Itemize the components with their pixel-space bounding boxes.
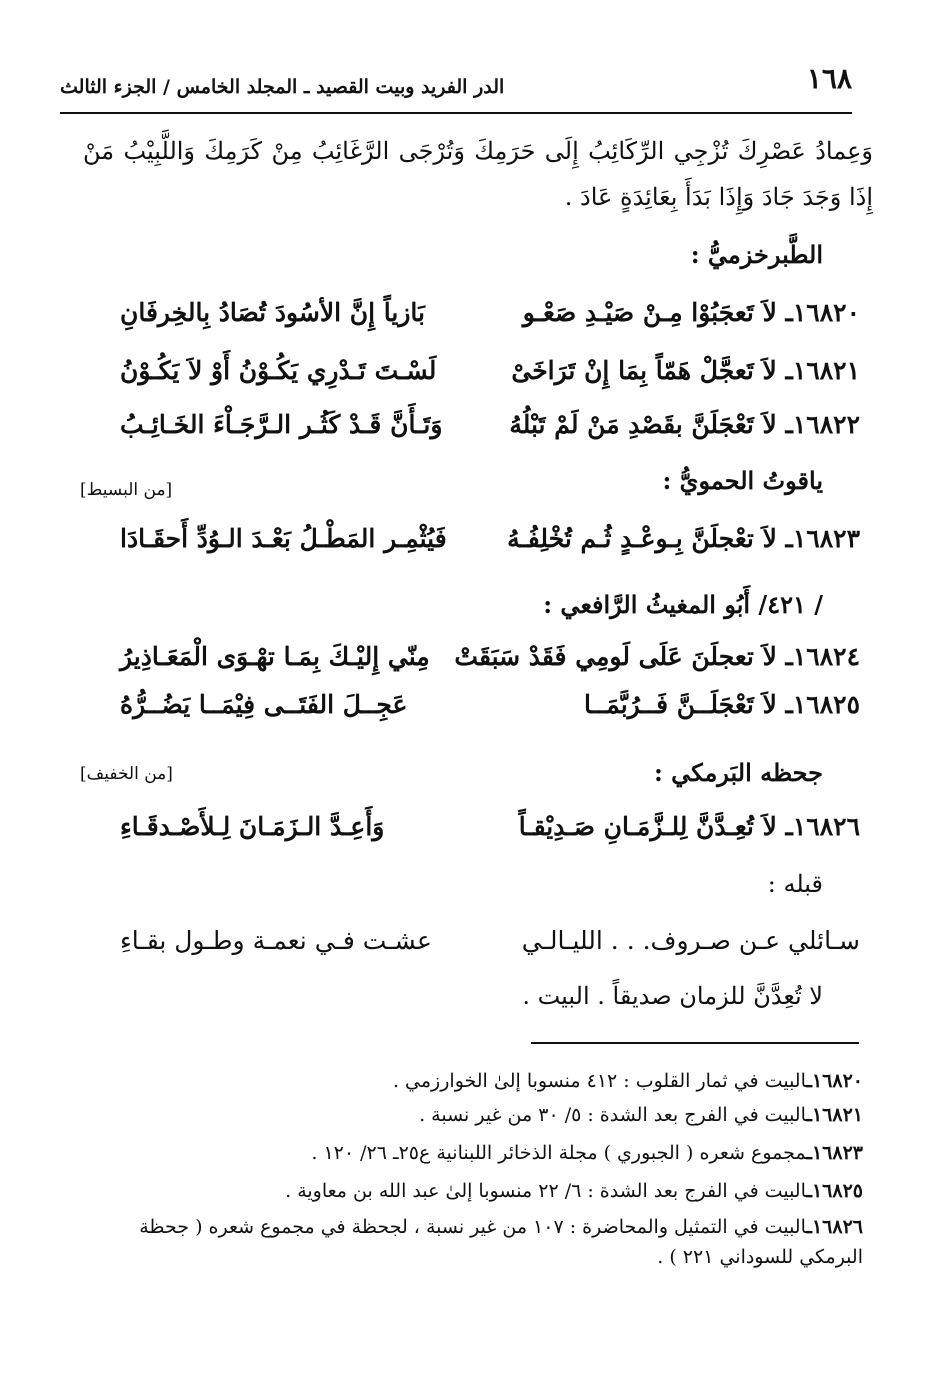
running-title: الدر الفريد وبيت القصيد ـ المجلد الخامس / الجزء الثالث — [60, 76, 505, 98]
verse-16822 — [80, 410, 860, 454]
intro-text: وَعِمادُ عَصْرِكَ تُزْجِي الرِّكَائِبُ إِلَى حَرَمِكَ وَتُرْجَى الرَّغَائِبُ مِنْ كَرَمِكَ وَاللَّبِيْبُ مَنْ إِذَا وَجَدَ جَادَ وَإِذَا بَدَأَ بِعَائِدَةٍ عَادَ . — [83, 137, 873, 211]
verse-first-hemistich: سـائلي عـن صـروف. . . الليـالـي — [521, 926, 860, 955]
before-label: قبله : — [767, 870, 823, 898]
verse-16824 — [80, 642, 860, 686]
verse-16826 — [80, 812, 860, 856]
footnote-number: ١٦٨٢٣ـ — [806, 1142, 863, 1164]
verse-16823 — [80, 524, 860, 568]
meter-label: [من البسيط] — [80, 480, 173, 500]
footnote-number: ١٦٨٢٠ـ — [806, 1070, 863, 1092]
verse-second-hemistich: عَجِــلَ الفَتَــى فِيْمَــا يَضُــرُّهُ — [120, 690, 408, 719]
poet-heading-yaqut: ياقوتُ الحمويُّ : — [662, 466, 823, 495]
preceding-verse — [80, 926, 860, 970]
verse-first-hemistich: ١٦٨٢٣ـ لاَ تعْجلَنَّ بِـوعْـدٍ ثُـم تُخْلِفُـهُ — [507, 524, 860, 553]
verse-first-hemistich: ١٦٨٢٠ـ لاَ تَعجَبُوْا مِـنْ صَيْـدِ صَعْـو — [522, 298, 860, 327]
verse-second-hemistich: مِنّي إِليْـكَ بِمَـا تهْـوَى الْمَعَـاذِيرُ — [120, 642, 430, 671]
footnote-text: البيت في التمثيل والمحاضرة : ١٠٧ من غير نسبة ، لجحظة في مجموع شعره ( جحظة البرمكي للسوداني ٢٢١ ) . — [139, 1216, 863, 1268]
footnote-number: ١٦٨٢٦ـ — [806, 1216, 863, 1238]
poet-heading-tabarkhazmi: الطَّبرخزميُّ : — [690, 240, 823, 269]
verse-16825 — [80, 690, 860, 734]
poet-heading-abu-al-mughith: / ٤٢١/ أَبُو المغيثُ الرَّافعي : — [543, 590, 823, 619]
closing-line: لا تُعِدَّنَّ للزمان صديقاً . البيت . — [522, 982, 823, 1010]
verse-first-hemistich: ١٦٨٢٢ـ لاَ تَعْجَلَنَّ بقَصْدِ مَنْ لَمْ تَبْلُهُ — [509, 410, 860, 439]
verse-second-hemistich: فَيُثْمِـر المَطْـلُ بَعْـدَ الـوُدِّ أَحقَـادَا — [120, 524, 447, 553]
verse-second-hemistich: بَازياً إِنَّ الأسُودَ تُصَادُ بِالخِرفَانِ — [120, 298, 425, 327]
footnote — [88, 1176, 863, 1206]
footnote-text: البيت في الفرج بعد الشدة : ٦/ ٢٢ منسوبا إلىٰ عبد الله بن معاوية . — [285, 1180, 807, 1202]
footnote-text: البيت في ثمار القلوب : ٤١٢ منسوبا إلىٰ الخوارزمي . — [392, 1070, 807, 1092]
poet-heading-jahza: جحظه البَرمكي : — [653, 758, 823, 787]
verse-first-hemistich: ١٦٨٢١ـ لاَ تَعجَّلْ هَمّاً بِمَا إِنْ تَرَاخَىْ — [511, 356, 860, 385]
page-number: ١٦٨ — [806, 62, 852, 95]
footnote-number: ١٦٨٢١ـ — [806, 1104, 863, 1126]
verse-first-hemistich: ١٦٨٢٥ـ لاَ تَعْجَلَــنَّ فَــرُبَّمَــا — [583, 690, 860, 719]
verse-second-hemistich: وَتَـأَنَّ قَـدْ كَثُـر الـرَّجَـاْءَ الخَـائِـبُ — [120, 410, 443, 439]
footnote — [88, 1100, 863, 1130]
footnote — [88, 1066, 863, 1096]
verse-second-hemistich: عشـت فـي نعمـة وطـول بقـاءِ — [120, 926, 432, 955]
footnote — [88, 1138, 863, 1168]
header-rule — [60, 112, 852, 114]
verse-16820 — [80, 298, 860, 342]
verse-16821 — [80, 356, 860, 400]
footnote-rule — [531, 1042, 859, 1044]
verse-first-hemistich: ١٦٨٢٤ـ لاَ تعجلَنَ عَلَى لَومِي فَقَدْ سَبَقَتْ — [454, 642, 860, 671]
verse-second-hemistich: وَأَعِـدَّ الـزَمَـانَ لِـلأَصْـدقَـاءِ — [120, 812, 385, 841]
footnote — [88, 1212, 863, 1272]
verse-second-hemistich: لَسْـتَ تَـدْرِي يَكُـوْنُ أَوْ لاَ يَكُـوْنُ — [120, 356, 437, 385]
meter-label: [من الخفيف] — [80, 764, 173, 784]
verse-first-hemistich: ١٦٨٢٦ـ لاَ تُعِـدَّنَّ لِلـزَّمَـانِ صَـدِيْقـاً — [518, 812, 860, 841]
footnote-text: البيت في الفرج بعد الشدة : ٥/ ٣٠ من غير نسبة . — [419, 1104, 807, 1126]
footnote-number: ١٦٨٢٥ـ — [806, 1180, 863, 1202]
page-header — [60, 58, 852, 112]
footnote-text: مجموع شعره ( الجبوري ) مجلة الذخائر اللبنانية ع٢٥ـ ٢٦/ ١٢٠ . — [311, 1142, 807, 1164]
